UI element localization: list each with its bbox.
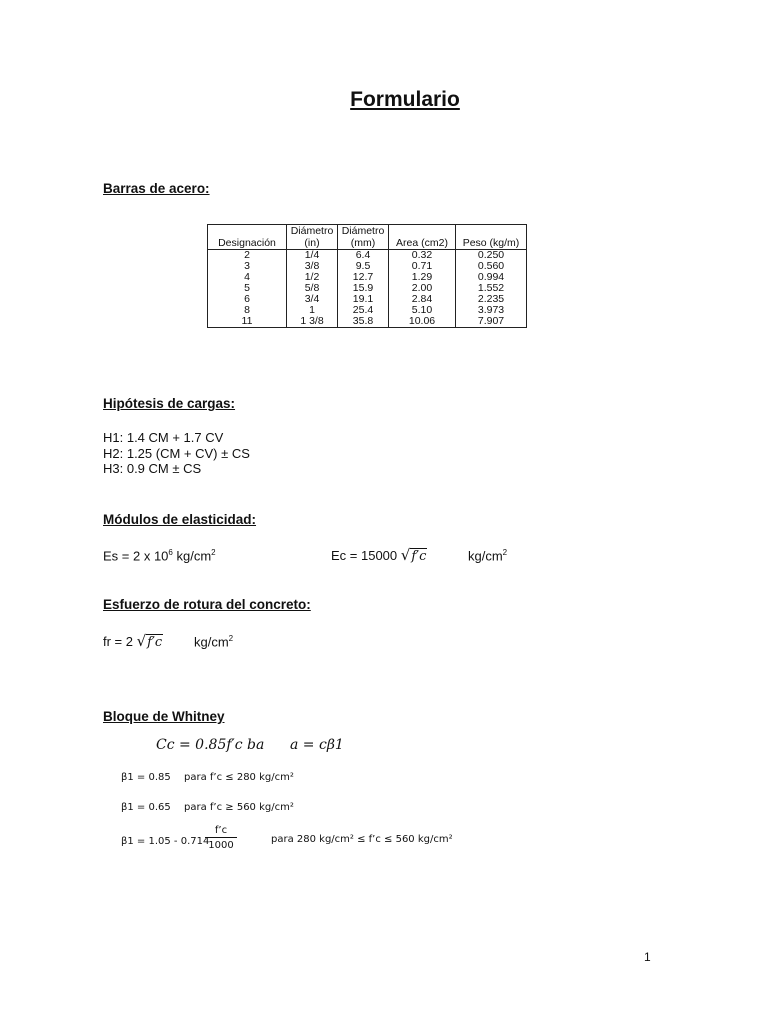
fr-prefix: fr = 2 <box>103 634 137 649</box>
table-header-row <box>208 225 527 250</box>
cell: 0.71 <box>389 261 456 272</box>
header-area: Area (cm2) <box>389 225 456 250</box>
cell: 0.560 <box>456 261 527 272</box>
cell: 1 <box>287 305 338 316</box>
cell: 12.7 <box>338 272 389 283</box>
beta-cond-3: para 280 kg/cm² ≤ f’c ≤ 560 kg/cm² <box>271 834 453 845</box>
rotura-heading: Esfuerzo de rotura del concreto: <box>103 597 311 612</box>
whitney-eq2: a = cβ1 <box>290 737 344 753</box>
cell: 7.907 <box>456 316 527 328</box>
cell: 19.1 <box>338 294 389 305</box>
cell: 3 <box>208 261 287 272</box>
beta-line-1: β1 = 0.85 <box>121 772 171 783</box>
cell: 5 <box>208 283 287 294</box>
cell: 9.5 <box>338 261 389 272</box>
sqrt-icon: √ <box>400 546 411 564</box>
cell: 3/8 <box>287 261 338 272</box>
fr-unit-text: kg/cm <box>194 634 229 650</box>
es-unit-exp: 2 <box>211 548 216 557</box>
cell: 1.552 <box>456 283 527 294</box>
beta-line-3: β1 = 1.05 - 0.714 <box>121 836 210 847</box>
cell: 25.4 <box>338 305 389 316</box>
whitney-heading: Bloque de Whitney <box>103 709 225 724</box>
cell: 2.00 <box>389 283 456 294</box>
ec-unit-text: kg/cm <box>468 548 503 564</box>
header-diametro-mm <box>338 225 389 250</box>
ec-formula <box>331 546 427 564</box>
cell: 0.250 <box>456 250 527 262</box>
header-peso: Peso (kg/m) <box>456 225 527 250</box>
fr-unit-exp: 2 <box>228 634 234 643</box>
modulos-heading: Módulos de elasticidad: <box>103 512 257 527</box>
cell: 2.84 <box>389 294 456 305</box>
es-prefix: Es = 2 x 10 <box>103 548 169 564</box>
barras-table <box>207 224 527 328</box>
ec-radicand: f′c <box>411 549 427 564</box>
hipotesis-line: H2: 1.25 (CM + CV) ± CS <box>103 445 250 461</box>
page-number: 1 <box>644 950 651 964</box>
cell: 35.8 <box>338 316 389 328</box>
header-diametro-in <box>287 225 338 250</box>
cell: 4 <box>208 272 287 283</box>
es-unit: kg/cm <box>172 548 212 564</box>
header-diametro-in-text: Diámetro (in) <box>290 225 334 249</box>
cell: 2.235 <box>456 294 527 305</box>
beta-fraction <box>205 825 237 851</box>
ec-unit-exp: 2 <box>502 548 508 557</box>
es-formula <box>103 548 216 563</box>
fr-unit <box>194 634 233 649</box>
header-diametro-mm-text: Diámetro (mm) <box>341 225 385 249</box>
whitney-eq1: Cc = 0.85f′c ba <box>156 737 265 753</box>
cell: 3/4 <box>287 294 338 305</box>
fr-radicand: f′c <box>147 635 163 650</box>
cell: 8 <box>208 305 287 316</box>
page-title: Formulario <box>350 88 460 111</box>
cell: 0.994 <box>456 272 527 283</box>
hipotesis-list <box>103 430 250 477</box>
beta-cond-1: para f’c ≤ 280 kg/cm² <box>184 772 294 783</box>
cell: 5.10 <box>389 305 456 316</box>
cell: 6 <box>208 294 287 305</box>
cell: 1 3/8 <box>287 316 338 328</box>
ec-prefix: Ec = 15000 <box>331 548 401 563</box>
cell: 3.973 <box>456 305 527 316</box>
cell: 6.4 <box>338 250 389 262</box>
cell: 1/2 <box>287 272 338 283</box>
header-designacion: Designación <box>208 225 287 250</box>
fraction-numerator: f’c <box>205 825 237 838</box>
cell: 2 <box>208 250 287 262</box>
hipotesis-line: H3: 0.9 CM ± CS <box>103 461 202 476</box>
cell: 1/4 <box>287 250 338 262</box>
sqrt-icon: √ <box>136 632 147 650</box>
cell: 11 <box>208 316 287 328</box>
ec-unit <box>468 548 507 563</box>
cell: 10.06 <box>389 316 456 328</box>
barras-heading: Barras de acero: <box>103 181 210 196</box>
cell: 15.9 <box>338 283 389 294</box>
cell: 5/8 <box>287 283 338 294</box>
es-exponent: 6 <box>168 548 173 557</box>
fraction-denominator: 1000 <box>208 840 234 851</box>
hipotesis-line: H1: 1.4 CM + 1.7 CV <box>103 430 224 445</box>
cell: 0.32 <box>389 250 456 262</box>
hipotesis-heading: Hipótesis de cargas: <box>103 396 236 411</box>
beta-line-2: β1 = 0.65 <box>121 802 171 813</box>
fr-formula <box>103 632 163 650</box>
barras-table-wrap <box>207 224 527 328</box>
table-row <box>208 316 527 328</box>
beta-cond-2: para f’c ≥ 560 kg/cm² <box>184 802 294 813</box>
cell: 1.29 <box>389 272 456 283</box>
